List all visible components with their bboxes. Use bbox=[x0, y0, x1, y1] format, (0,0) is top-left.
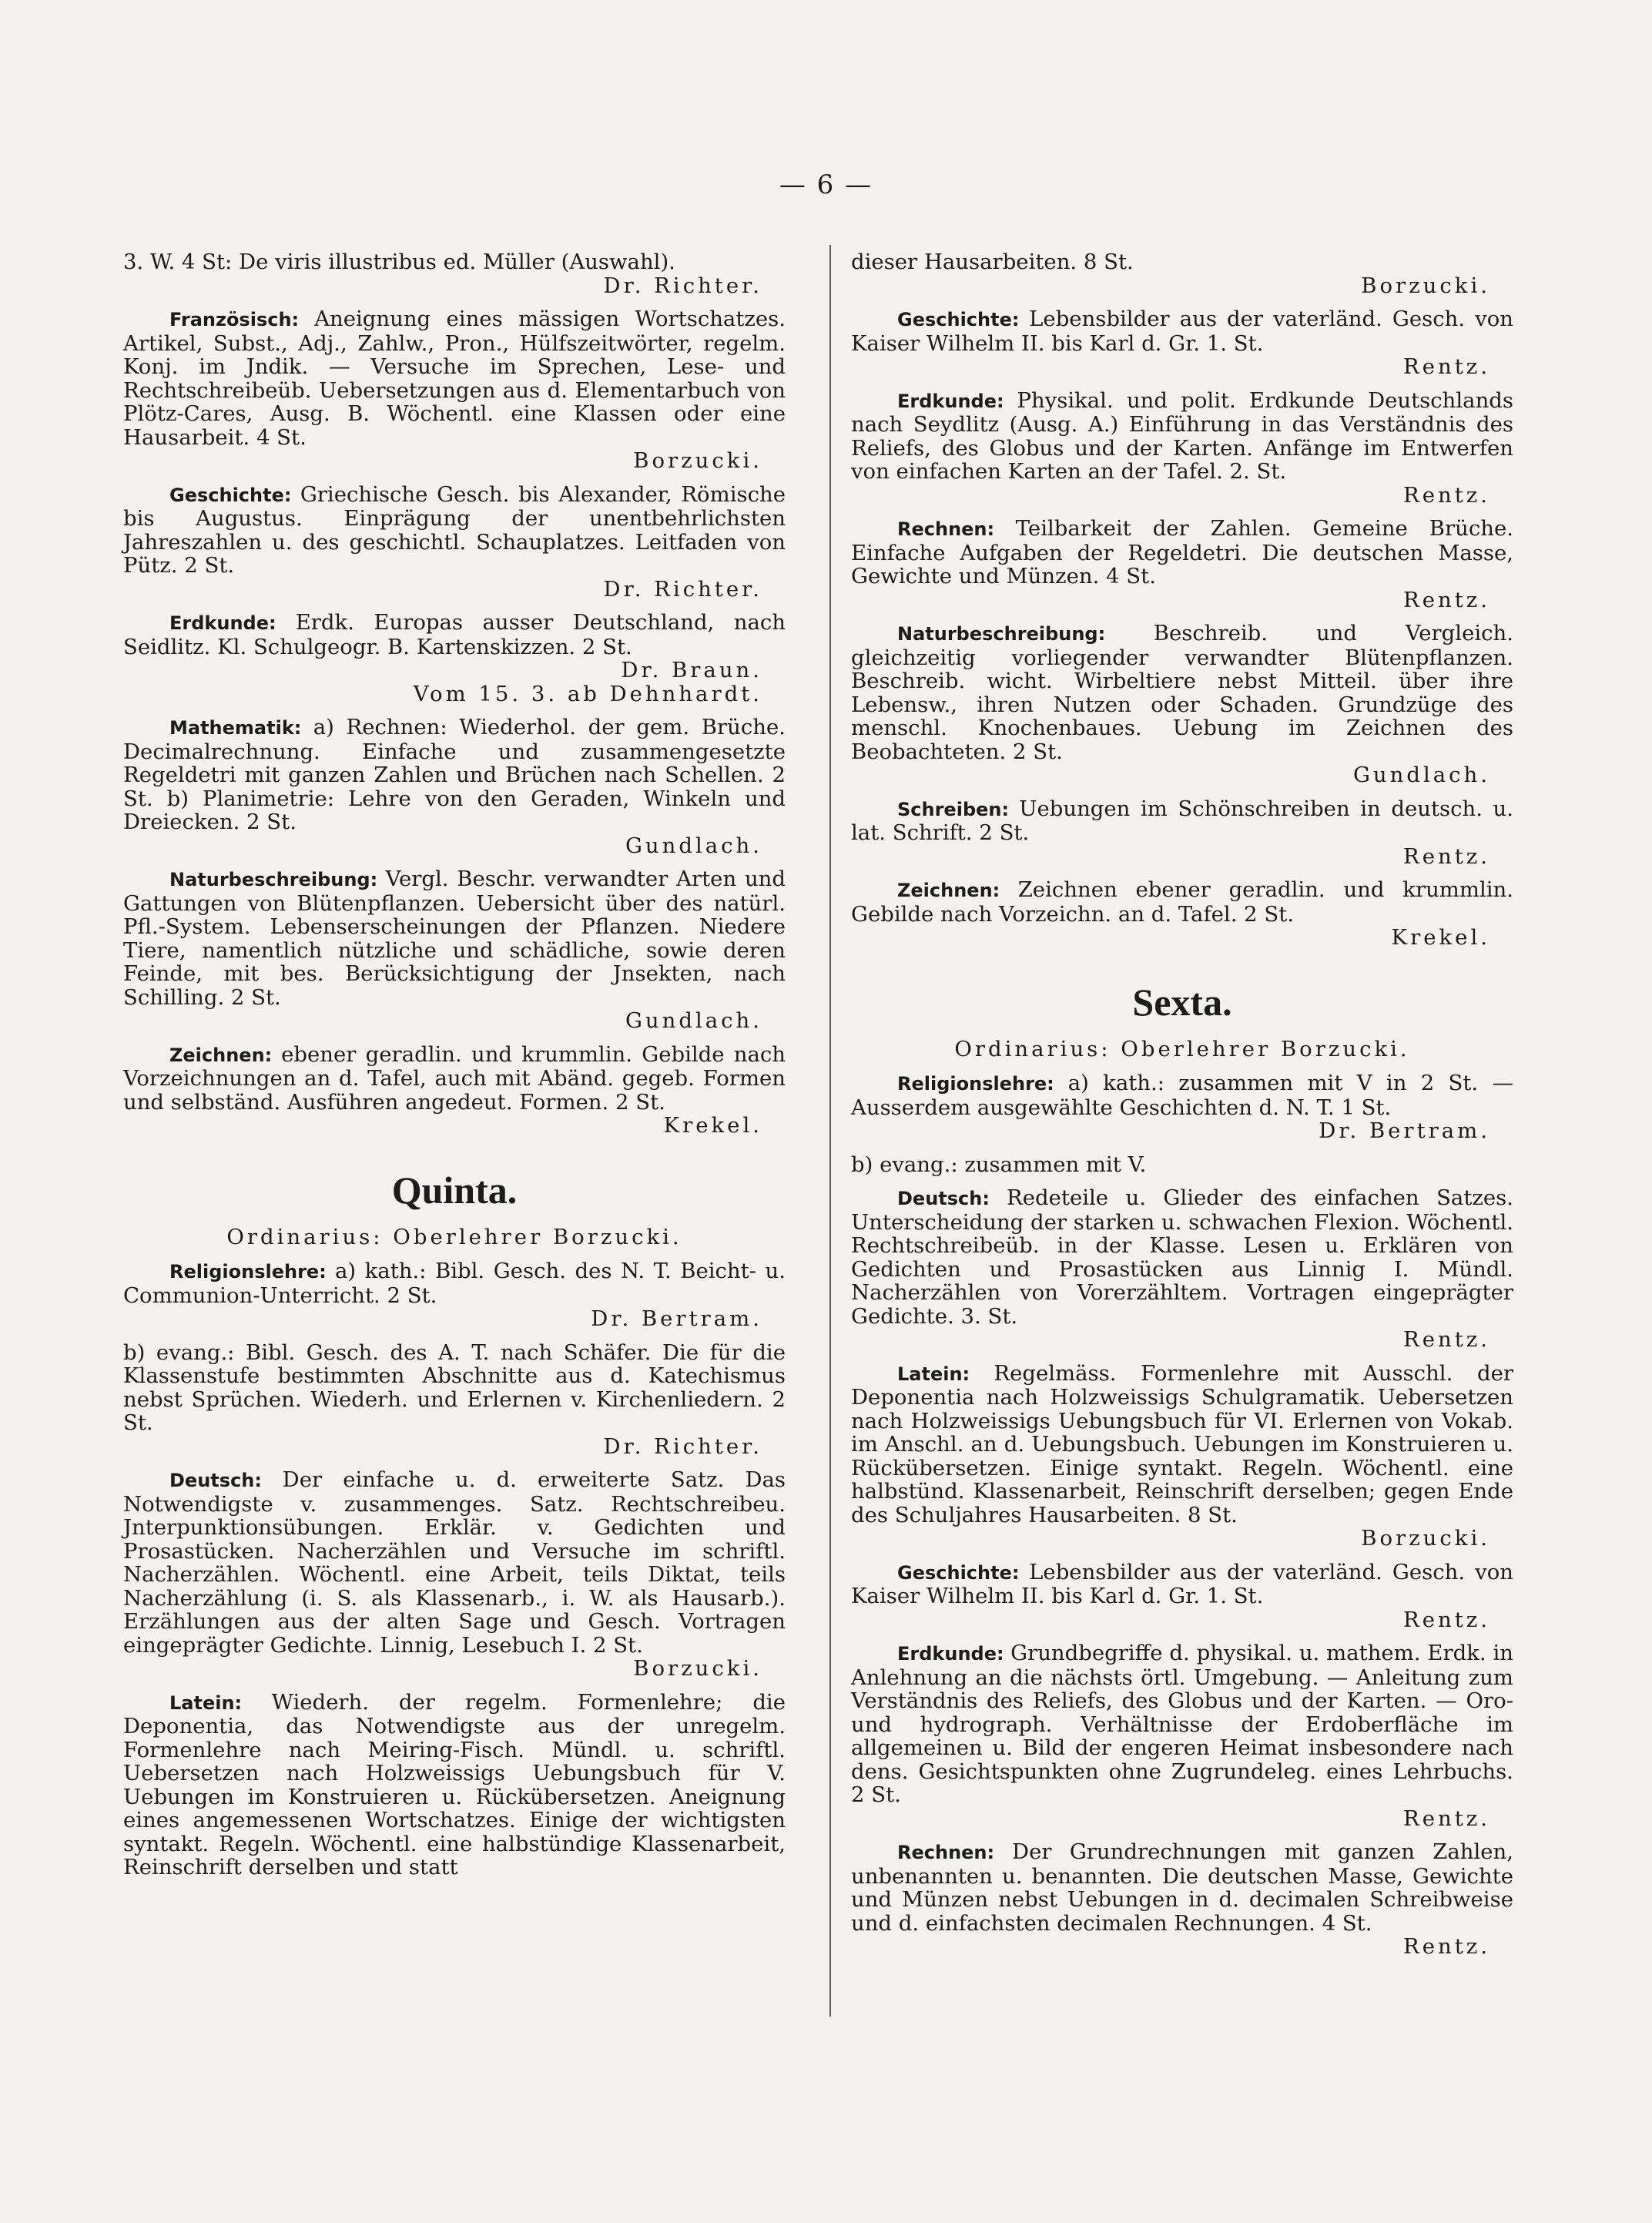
left-column bbox=[123, 250, 786, 1889]
subject-label: Erdkunde: bbox=[897, 1643, 1011, 1665]
paragraph-text: Der einfache u. d. erweiterte Satz. Das Notwendigste v. zusammenges. Satz. Rechtschreibeu. Jnterpunktionsübungen. Erklär. v. Gedichten und Prosastücken. Nacherzählen und Versuche im schriftl. Nacherzählen. Wöchentl. eine Arbeit, teils Diktat, teils Nacherzählung (i. S. als Klassenarb., i. W. als Hausarb.). Erzählungen aus der alten Sage und Gesch. Vortragen eingeprägter Gedichte. Linnig, Lesebuch I. 2 St. bbox=[123, 1467, 786, 1658]
teacher-name: Borzucki. bbox=[633, 448, 762, 473]
section-mathematik bbox=[123, 716, 786, 857]
section-geschichte bbox=[123, 483, 786, 602]
teacher-name: Krekel. bbox=[663, 1113, 762, 1138]
teacher-name: Gundlach. bbox=[625, 1008, 762, 1033]
section-rechnen bbox=[851, 517, 1513, 612]
paragraph-text: b) evang.: zusammen mit V. bbox=[851, 1152, 1147, 1177]
teacher-note: Vom 15. 3. ab Dehnhardt. bbox=[413, 681, 762, 706]
paragraph-text: Griechische Gesch. bis Alexander, Römische bis Augustus. Einprägung der unentbehrlichsten Jahreszahlen u. des geschichtl. Schauplatzes. Leitfaden von Pütz. 2 St. bbox=[123, 481, 786, 578]
teacher-name: Borzucki. bbox=[1361, 273, 1490, 298]
subject-label: Erdkunde: bbox=[897, 390, 1017, 412]
teacher-name: Dr. Bertram. bbox=[591, 1306, 762, 1331]
teacher-name: Dr. Braun. bbox=[621, 658, 762, 682]
paragraph-text: Aneignung eines mässigen Wortschatzes. Artikel, Subst., Adj., Zahlw., Pron., Hülfszeitwörter, regelm. Konj. im Jndik. — Versuche im Sprechen, Lese- und Rechtschreibeüb. Uebersetzungen aus d. Elementarbuch von Plötz-Cares, Ausg. B. Wöchentl. eine Klassen oder eine Hausarbeit. 4 St. bbox=[123, 307, 786, 450]
subject-label: Deutsch: bbox=[169, 1470, 283, 1491]
paragraph-text: a) kath.: zusammen mit V in 2 St. — Ausserdem ausgewählte Geschichten d. N. T. 1 St. bbox=[851, 1071, 1513, 1120]
subject-label: Zeichnen: bbox=[897, 880, 1018, 901]
paragraph-text: Beschreib. und Vergleich. gleichzeitig vorliegender verwandter Blütenpflanzen. Beschreib. wicht. Wirbeltiere nebst Mitteil. über ihre Lebensw., ihren Nutzen oder Schaden. Grundzüge des menschl. Knochenbaues. Uebung im Zeichnen des Beobachteten. 2 St. bbox=[851, 621, 1513, 764]
paragraph-text: Erdk. Europas ausser Deutschland, nach Seidlitz. Kl. Schulgeogr. B. Kartenskizzen. 2 St. bbox=[123, 610, 786, 659]
paragraph-text: Zeichnen ebener geradlin. und krummlin. Gebilde nach Vorzeichn. an d. Tafel. 2 St. bbox=[851, 877, 1513, 927]
teacher-name: Rentz. bbox=[1403, 587, 1490, 612]
paragraph-text: Regelmäss. Formenlehre mit Ausschl. der Deponentia nach Holzweissigs Schulgramatik. Uebersetzen nach Holzweissigs Uebungsbuch für VI. Erlernen von Vokab. im Anschl. an d. Uebungsbuch. Uebungen im Konstruieren u. Rückübersetzen. Einige syntakt. Regeln. Wöchentl. eine halbstünd. Klassenarbeit, Reinschrift derselben; gegen Ende des Schuljahres Hausarbeiten. 8 St. bbox=[851, 1360, 1513, 1527]
paragraph-text: b) evang.: Bibl. Gesch. des A. T. nach Schäfer. Die für die Klassenstufe bestimmten Abschnitte aus d. Katechismus nebst Sprüchen. Wiederh. und Erlernen v. Kirchenliedern. 2 St. bbox=[123, 1340, 786, 1435]
subject-label: Deutsch: bbox=[897, 1188, 1007, 1209]
teacher-name: Borzucki. bbox=[1361, 1526, 1490, 1551]
teacher-name: Gundlach. bbox=[625, 833, 762, 858]
paragraph-text: 3. W. 4 St: De viris illustribus ed. Müller (Auswahl). bbox=[123, 250, 675, 274]
subject-label: Schreiben: bbox=[897, 798, 1020, 820]
section-naturbeschreibung bbox=[123, 867, 786, 1033]
page-number: — 6 — bbox=[779, 169, 873, 200]
subject-label: Zeichnen: bbox=[169, 1044, 282, 1066]
teacher-name: Krekel. bbox=[1391, 925, 1490, 950]
paragraph-text: Wiederh. der regelm. Formenlehre; die Deponentia, das Notwendigste aus der unregelm. Formenlehre nach Meiring-Fisch. Mündl. u. schriftl. Uebersetzen nach Holzweissigs Uebungsbuch für V. Uebungen im Konstruieren u. Rückübersetzen. Aneignung eines angemessenen Wortschatzes. Einige der wichtigsten syntakt. Regeln. Wöchentl. eine halbstündige Klassenarbeit, Reinschrift derselben und statt bbox=[123, 1689, 786, 1879]
section-deutsch bbox=[851, 1186, 1513, 1352]
section-erdkunde-sexta bbox=[851, 1641, 1513, 1830]
subject-label: Naturbeschreibung: bbox=[169, 869, 386, 890]
teacher-name: Dr. Richter. bbox=[603, 576, 762, 602]
teacher-name: Rentz. bbox=[1403, 354, 1490, 379]
teacher-name: Rentz. bbox=[1403, 843, 1490, 869]
subject-label: Geschichte: bbox=[897, 1561, 1030, 1584]
teacher-name: Rentz. bbox=[1403, 482, 1490, 508]
class-heading-quinta: Quinta. bbox=[391, 1168, 518, 1212]
subject-label: Rechnen: bbox=[897, 518, 1016, 540]
teacher-name: Dr. Richter. bbox=[603, 273, 762, 298]
subject-label: Rechnen: bbox=[897, 1842, 1013, 1863]
subject-label: Religionslehre: bbox=[897, 1073, 1068, 1095]
section-evangelisch bbox=[123, 1341, 786, 1459]
teacher-name: Gundlach. bbox=[1352, 763, 1490, 787]
teacher-name: Rentz. bbox=[1403, 1934, 1490, 1959]
paragraph-text: Physikal. und polit. Erdkunde Deutschlands nach Seydlitz (Ausg. A.) Einführung in das Verständnis des Reliefs, des Globus und der Karten. Anfänge im Entwerfen von einfachen Karten an der Tafel. 2. St. bbox=[851, 387, 1513, 484]
subject-label: Latein: bbox=[897, 1363, 994, 1385]
right-column bbox=[851, 250, 1513, 1969]
paragraph-text: Redeteile u. Glieder des einfachen Satzes. Unterscheidung der starken u. schwachen Flexion. Wöchentl. Rechtschreibeüb. in der Klasse. Lesen u. Erklären von Gedichten und Prosastücken aus Linnig I. Mündl. Nacherzählen von Vorerzähltem. Vortragen eingeprägter Gedichte. 3. St. bbox=[851, 1185, 1513, 1329]
paragraph-text: Teilbarkeit der Zahlen. Gemeine Brüche. Einfache Aufgaben der Regeldetri. Die deutschen Masse, Gewichte und Münzen. 4 St. bbox=[851, 516, 1513, 588]
section-religionslehre bbox=[851, 1071, 1513, 1143]
paragraph-text: a) Rechnen: Wiederhol. der gem. Brüche. Decimalrechnung. Einfache und zusammengesetzte Regeldetri mit ganzen Zahlen und Brüchen nach Schellen. 2 St. b) Planimetrie: Lehre von den Geraden, Winkeln und Dreiecken. 2 St. bbox=[123, 715, 786, 834]
subject-label: Französisch: bbox=[169, 309, 315, 330]
teacher-name: Dr. Bertram. bbox=[1319, 1118, 1490, 1143]
teacher-name: Borzucki. bbox=[633, 1656, 762, 1681]
paragraph-continuation bbox=[123, 250, 786, 297]
subject-label: Mathematik: bbox=[169, 717, 313, 739]
column-divider bbox=[829, 245, 831, 2017]
teacher-name: Rentz. bbox=[1403, 1607, 1490, 1632]
section-franzoesisch bbox=[123, 307, 786, 473]
section-geschichte-sexta bbox=[851, 1561, 1513, 1632]
subject-label: Latein: bbox=[169, 1692, 272, 1714]
paragraph-continuation bbox=[851, 250, 1513, 297]
section-latein bbox=[123, 1691, 786, 1879]
section-zeichnen bbox=[851, 878, 1513, 950]
subject-label: Geschichte: bbox=[897, 309, 1030, 330]
section-rechnen-sexta bbox=[851, 1840, 1513, 1959]
paragraph-text: Vergl. Beschr. verwandter Arten und Gattungen von Blütenpflanzen. Uebersicht über des natürl. Pfl.-System. Lebenserscheinungen der Pflanzen. Niedere Tiere, namentlich nützliche und schädliche, sowie deren Feinde, mit bes. Berücksichtigung der Jnsekten, nach Schilling. 2 St. bbox=[123, 867, 786, 1010]
teacher-name: Dr. Richter. bbox=[603, 1433, 762, 1459]
paragraph-text: Uebungen im Schönschreiben in deutsch. u. lat. Schrift. 2 St. bbox=[851, 796, 1514, 845]
ordinarius-line: Ordinarius: Oberlehrer Borzucki. bbox=[954, 1036, 1410, 1061]
teacher-name: Rentz. bbox=[1403, 1806, 1490, 1831]
section-naturbeschreibung bbox=[851, 622, 1513, 787]
section-religionslehre bbox=[123, 1259, 786, 1331]
section-deutsch bbox=[123, 1468, 786, 1681]
section-latein bbox=[851, 1362, 1513, 1551]
paragraph-text: a) kath.: Bibl. Gesch. des N. T. Beicht- u. Communion-Unterricht. 2 St. bbox=[123, 1259, 786, 1308]
paragraph-text: ebener geradlin. und krummlin. Gebilde nach Vorzeichnungen an d. Tafel, auch mit Abänd. gegeb. Formen und selbständ. Ausführen angedeut. Formen. 2 St. bbox=[123, 1041, 786, 1115]
class-heading-sexta: Sexta. bbox=[1132, 980, 1232, 1024]
paragraph-text: Lebensbilder aus der vaterländ. Gesch. von Kaiser Wilhelm II. bis Karl d. Gr. 1. St. bbox=[851, 307, 1513, 356]
paragraph-text: Lebensbilder aus der vaterländ. Gesch. von Kaiser Wilhelm II. bis Karl d. Gr. 1. St. bbox=[851, 1559, 1513, 1608]
section-geschichte bbox=[851, 307, 1513, 379]
section-erdkunde bbox=[123, 611, 786, 706]
subject-label: Religionslehre: bbox=[169, 1261, 335, 1282]
subject-label: Erdkunde: bbox=[169, 612, 296, 634]
teacher-name: Rentz. bbox=[1403, 1327, 1490, 1352]
paragraph-text: Der Grundrechnungen mit ganzen Zahlen, unbenannten u. benannten. Die deutschen Masse, Gewichte und Münzen nebst Uebungen in d. decimalen Schreibweise und d. einfachsten decimalen Rechnungen. 4 St. bbox=[851, 1839, 1513, 1936]
section-zeichnen bbox=[123, 1043, 786, 1138]
ordinarius-line: Ordinarius: Oberlehrer Borzucki. bbox=[226, 1224, 682, 1249]
subject-label: Geschichte: bbox=[169, 484, 300, 506]
section-schreiben bbox=[851, 797, 1513, 869]
section-erdkunde bbox=[851, 389, 1513, 508]
paragraph-text: Grundbegriffe d. physikal. u. mathem. Erdk. in Anlehnung an die nächsts örtl. Umgebung. — Anleitung zum Verständnis des Reliefs, des Globus und der Karten. — Oro- und hydrograph. Verhältnisse der Erdoberfläche im allgemeinen u. Bild der engeren Heimat insbesondere nach dens. Gesichtspunkten ohne Zugrundeleg. eines Lehrbuchs. 2 St. bbox=[851, 1641, 1514, 1807]
paragraph-text: dieser Hausarbeiten. 8 St. bbox=[851, 250, 1134, 274]
subject-label: Naturbeschreibung: bbox=[897, 623, 1154, 645]
section-evangelisch bbox=[851, 1153, 1513, 1177]
